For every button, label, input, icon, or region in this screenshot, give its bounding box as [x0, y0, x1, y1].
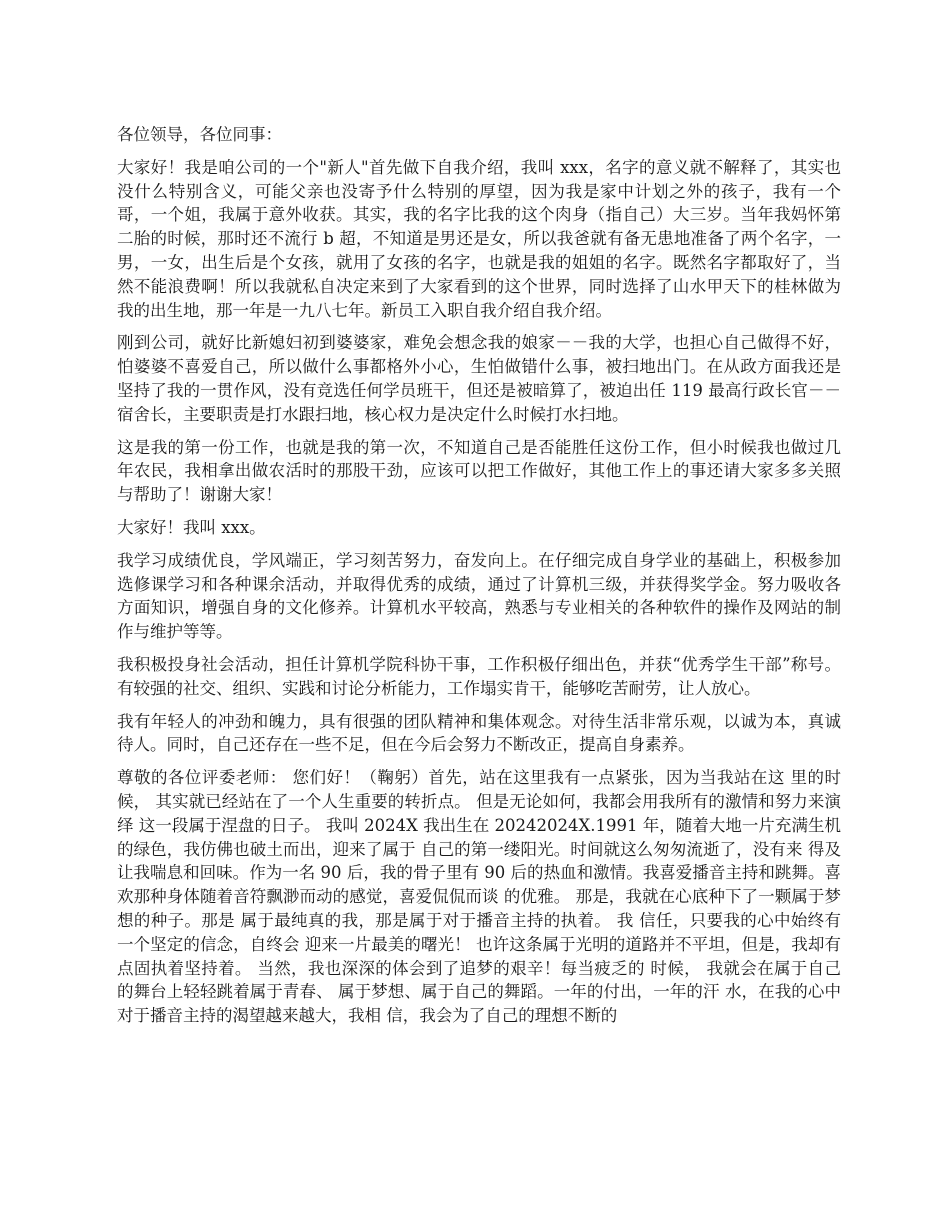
paragraph-personality: 我有年轻人的冲劲和魄力，具有很强的团队精神和集体观念。对待生活非常乐观，以诚为本，真诚待人。同时，自己还存在一些不足，但在今后会努力不断改正，提高自身素养。	[117, 711, 841, 755]
salutation: 各位领导，各位同事：	[117, 125, 282, 144]
paragraph-social-activities: 我积极投身社会活动，担任计算机学院科协干事，工作积极仔细出色，并获“优秀学生干部”称号。有较强的社交、组织、实践和讨论分析能力，工作塌实肯干，能够吃苦耐劳，让人放心。	[117, 654, 841, 698]
document-body	[117, 123, 841, 1037]
paragraph-study: 我学习成绩优良，学风端正，学习刻苦努力，奋发向上。在仔细完成自身学业的基础上，积极参加选修课学习和各种课余活动，并取得优秀的成绩，通过了计算机三级，并获得奖学金。努力吸收各方面知识，增强自身的文化修养。计算机水平较高，熟悉与专业相关的各种软件的操作及网站的制作与维护等等。	[117, 550, 841, 642]
paragraph-self-intro-name: 大家好！我是咱公司的一个"新人"首先做下自我介绍，我叫 xxx，名字的意义就不解释了，其实也没什么特别含义，可能父亲也没寄予什么特别的厚望，因为我是家中计划之外的孩子，我有一个哥，一个姐，我属于意外收获。其实，我的名字比我的这个肉身（指自己）大三岁。当年我妈怀第二胎的时候，那时还不流行 b 超，不知道是男还是女，所以我爸就有备无患地准备了两个名字，一男，一女，出生后是个女孩，就用了女孩的名字，也就是我的姐姐的名字。既然名字都取好了，当然不能浪费啊！所以我就私自决定来到了大家看到的这个世界，同时选择了山水甲天下的桂林做为我的出生地，那一年是一九八七年。新员工入职自我介绍自我介绍。	[117, 157, 841, 320]
paragraph-speech: 尊敬的各位评委老师： 您们好！（鞠躬）首先，站在这里我有一点紧张，因为当我站在这 里的时候， 其实就已经站在了一个人生重要的转折点。 但是无论如何，我都会用我所有的激情和努力来演绎 这一段属于涅盘的日子。 我叫 2024X 我出生在 20242024X.1991 年，随着大地一片充满生机的绿色，我仿佛也破土而出，迎来了属于 自己的第一缕阳光。时间就这么匆匆流逝了，没有来 得及让我喘息和回味。作为一名 90 后，我的骨子里有 90 后的热血和激情。我喜爱播音主持和跳舞。喜 欢那种身体随着音符飘渺而动的感觉，喜爱侃侃而谈 的优雅。 那是，我就在心底种下了一颗属于梦想的种子。那是 属于最纯真的我，那是属于对于播音主持的执着。 我 信任，只要我的心中始终有一个坚定的信念，自终会 迎来一片最美的曙光！ 也许这条属于光明的道路并不平坦，但是，我却有点固执着坚持着。 当然，我也深深的体会到了追梦的艰辛！每当疲乏的 时候， 我就会在属于自己的舞台上轻轻跳着属于青春、 属于梦想、属于自己的舞蹈。一年的付出，一年的汗 水，在我的心中对于播音主持的渴望越来越大，我相 信，我会为了自己的理想不断的	[117, 768, 841, 1026]
paragraph-greeting: 大家好！我叫 xxx。	[117, 517, 266, 537]
paragraph-first-job: 这是我的第一份工作，也就是我的第一次，不知道自己是否能胜任这份工作，但小时候我也做过几年农民，我相拿出做农活时的那股干劲，应该可以把工作做好，其他工作上的事还请大家多多关照与帮助了！谢谢大家！	[117, 437, 841, 505]
paragraph-new-to-company: 刚到公司，就好比新媳妇初到婆婆家，难免会想念我的娘家－－我的大学，也担心自己做得不好，怕婆婆不喜爱自己，所以做什么事都格外小心，生怕做错什么事，被扫地出门。在从政方面我还是坚持了我的一贯作风，没有竞选任何学员班干，但还是被暗算了，被迫出任 119 最高行政长官－－宿舍长，主要职责是打水跟扫地，核心权力是决定什么时候打水扫地。	[117, 333, 841, 424]
